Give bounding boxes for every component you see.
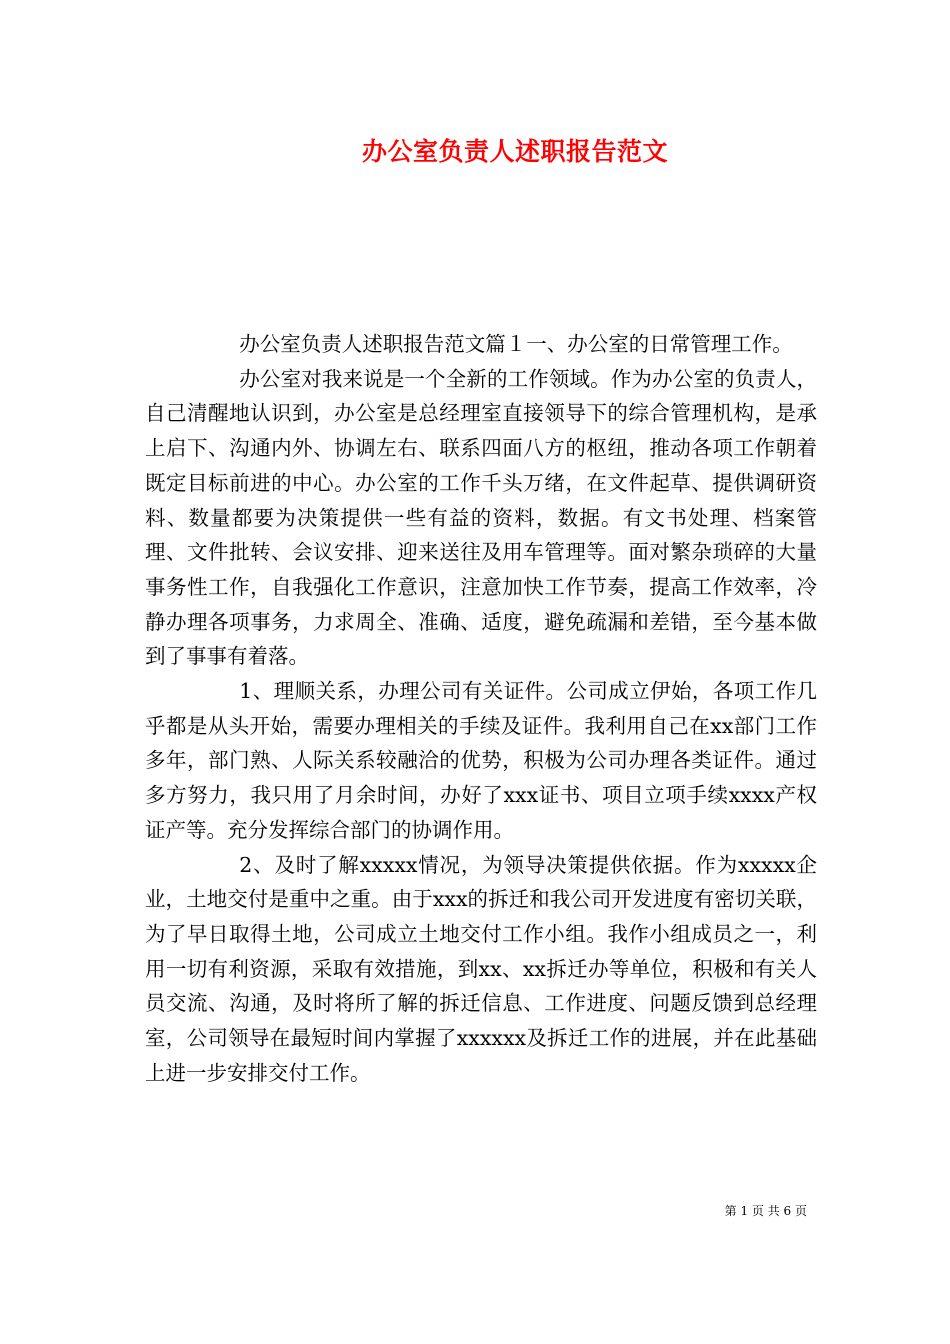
page-footer: 第 1 页 共 6 页 <box>724 1204 807 1218</box>
paragraph-item-1: 1、理顺关系，办理公司有关证件。公司成立伊始，各项工作几乎都是从头开始，需要办理相关的手续及证件。我利用自己在xx部门工作多年，部门熟、人际关系较融洽的优势，积极为公司办理各类证件。通过多方努力，我只用了月余时间，办好了xxx证书、项目立项手续xxxx产权证产等。充分发挥综合部门的协调作用。 <box>145 679 817 842</box>
paragraph-item-2: 2、及时了解xxxxx情况，为领导决策提供依据。作为xxxxx企业，土地交付是重中之重。由于xxx的拆迁和我公司开发进度有密切关联，为了早日取得土地，公司成立土地交付工作小组。我作小组成员之一，利用一切有利资源，采取有效措施，到xx、xx拆迁办等单位，积极和有关人员交流、沟通，及时将所了解的拆迁信息、工作进度、问题反馈到总经理室，公司领导在最短时间内掌握了xxxxxx及拆迁工作的进展，并在此基础上进一步安排交付工作。 <box>145 852 817 1085</box>
paragraph-intro: 办公室负责人述职报告范文篇１一、办公室的日常管理工作。 <box>239 332 793 356</box>
document-title: 办公室负责人述职报告范文 <box>361 137 668 166</box>
document-body <box>145 327 817 1090</box>
paragraph-office-overview: 办公室对我来说是一个全新的工作领域。作为办公室的负责人，自己清醒地认识到，办公室是总经理室直接领导下的综合管理机构，是承上启下、沟通内外、协调左右、联系四面八方的枢纽，推动各项工作朝着既定目标前进的中心。办公室的工作千头万绪，在文件起草、提供调研资料、数量都要为决策提供一些有益的资料，数据。有文书处理、档案管理、文件批转、会议安排、迎来送往及用车管理等。面对繁杂琐碎的大量事务性工作，自我强化工作意识，注意加快工作节奏，提高工作效率，冷静办理各项事务，力求周全、准确、适度，避免疏漏和差错，至今基本做到了事事有着落。 <box>145 366 817 669</box>
